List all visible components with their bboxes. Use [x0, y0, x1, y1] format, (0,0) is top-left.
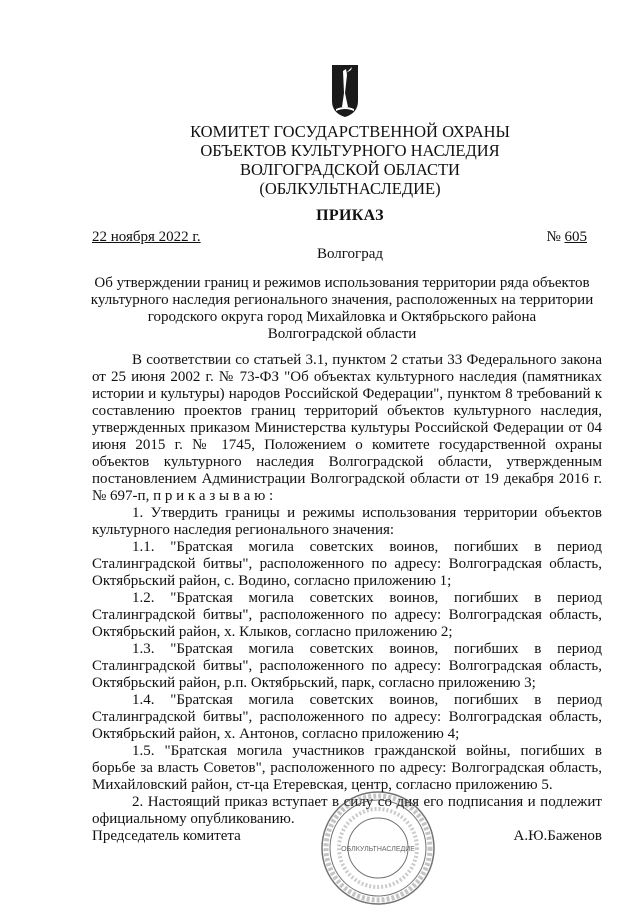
org-line: ОБЪЕКТОВ КУЛЬТУРНОГО НАСЛЕДИЯ: [200, 141, 500, 160]
org-line: КОМИТЕТ ГОСУДАРСТВЕННОЙ ОХРАНЫ: [190, 122, 510, 141]
subject-line: культурного наследия регионального значения, расположенных на территории: [90, 292, 594, 308]
item-2: 2. Настоящий приказ вступает в силу со дня его подписания и подлежит официальному опубликованию.: [92, 794, 602, 827]
subject-line: Волгоградской области: [267, 326, 417, 342]
document-type: ПРИКАЗ: [316, 207, 384, 224]
organization-name: [150, 122, 550, 198]
order-body: [92, 352, 602, 828]
order-subject: [82, 275, 602, 343]
stamp-center-text: ОБЛКУЛЬТНАСЛЕДИЕ: [341, 846, 415, 853]
order-number: [546, 229, 587, 246]
preamble-paragraph: В соответствии со статьей 3.1, пунктом 2 статьи 33 Федерального закона от 25 июня 2002 г. № 73-ФЗ "Об объектах культурного наследия (памятниках истории и культуры) народов Российской Федерации", пунктом 8 требований к составлению проектов границ территорий объектов культурного наследия, утвержденных приказом Министерства культуры Российской Федерации от 04 июня 2015 г. № 1745, Положением о комитете государственной охраны объектов культурного наследия Волгоградской области, утвержденным постановлением Администрации Волгоградской области от 19 декабря 2016 г. № 697-п, п р и к а з ы в а ю :: [92, 352, 602, 504]
signature-block: [92, 828, 602, 845]
org-abbreviation: (ОБЛКУЛЬТНАСЛЕДИЕ): [259, 179, 441, 198]
item-1-1: 1.1. "Братская могила советских воинов, погибших в период Сталинградской битвы", расположенного по адресу: Волгоградская область, Октябрьский район, с. Водино, согласно приложению 1;: [92, 539, 602, 589]
official-stamp: [318, 788, 438, 908]
order-city: Волгоград: [316, 246, 383, 262]
org-line: ВОЛГОГРАДСКОЙ ОБЛАСТИ: [240, 160, 460, 179]
order-number-prefix: №: [546, 229, 565, 245]
signatory-position: Председатель комитета: [92, 828, 241, 844]
item-1-2: 1.2. "Братская могила советских воинов, погибших в период Сталинградской битвы", расположенного по адресу: Волгоградская область, Октябрьский район, х. Клыков, согласно приложению 2;: [92, 590, 602, 640]
order-number-value: 605: [564, 229, 587, 245]
item-1-5: 1.5. "Братская могила участников гражданской войны, погибших в борьбе за власть Советов", расположенного по адресу: Волгоградская область, Михайловский район, ст-ца Етеревская, центр, согласно приложению 5.: [92, 743, 602, 793]
item-1-3: 1.3. "Братская могила советских воинов, погибших в период Сталинградской битвы", расположенного по адресу: Волгоградская область, Октябрьский район, р.п. Октябрьский, парк, согласно приложению 3;: [92, 641, 602, 691]
subject-line: Об утверждении границ и режимов использования территории ряда объектов: [94, 275, 590, 291]
item-1: 1. Утвердить границы и режимы использования территории объектов культурного наследия регионального значения:: [92, 505, 602, 538]
item-1-4: 1.4. "Братская могила советских воинов, погибших в период Сталинградской битвы", расположенного по адресу: Волгоградская область, Октябрьский район, х. Антонов, согласно приложению 4;: [92, 692, 602, 742]
coat-of-arms-emblem: [330, 63, 360, 118]
subject-line: городского округа город Михайловка и Октябрьского района: [147, 309, 537, 325]
signatory-name: А.Ю.Баженов: [513, 828, 602, 844]
order-date: 22 ноября 2022 г.: [92, 229, 201, 245]
